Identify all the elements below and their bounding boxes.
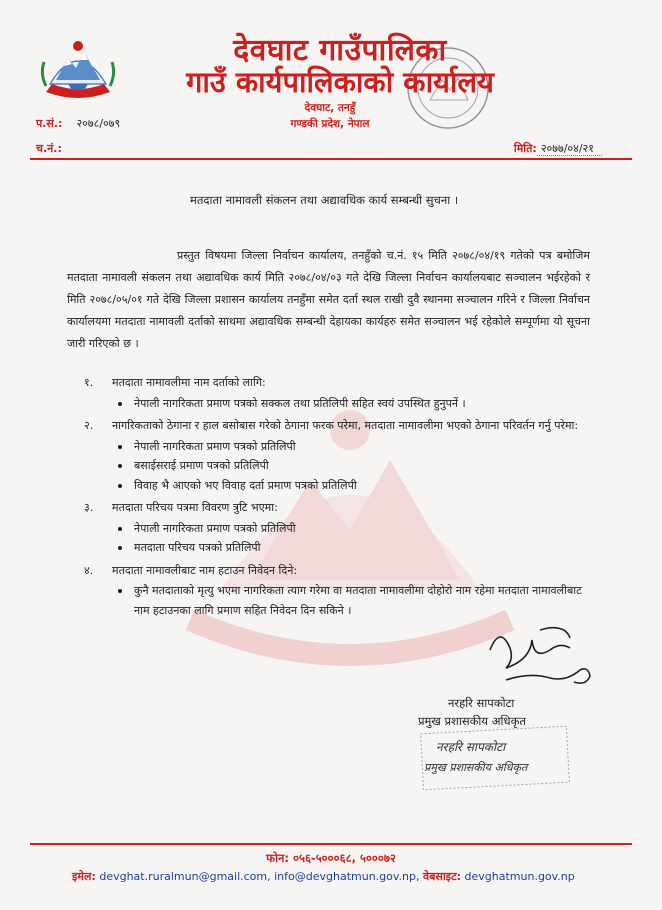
address-line-1: देवघाट, तनहुँ xyxy=(304,102,356,114)
sub-list-item: मतदाता परिचय पत्रको प्रतिलिपी xyxy=(112,538,594,558)
sub-list xyxy=(112,437,594,496)
date-value: २०७७/०४/२१ xyxy=(537,142,602,156)
item-number: १. xyxy=(84,376,94,389)
municipality-title: देवघाट गाउँपालिका xyxy=(233,33,447,68)
footer-phone: फोन: ०५६-५०००६८, ५०००७२ xyxy=(266,851,396,865)
website-label: वेबसाइट: xyxy=(422,870,462,883)
list-item xyxy=(84,416,594,495)
list-item xyxy=(84,561,594,621)
ps-value: २०७८/०७९ xyxy=(76,117,121,130)
item-number: २. xyxy=(84,419,94,432)
handwritten-signature-icon xyxy=(470,620,600,695)
item-number: ४. xyxy=(84,563,94,577)
notice-paragraph: प्रस्तुत विषयमा जिल्ला निर्वाचन कार्यालय, तनहुँको च.नं. १५ मिति २०७८/०४/१९ गतेको पत्र बमोजिम मतदाता नामावली संकलन तथा अद्यावधिक कार्य मिति २०७८/०४/०३ गते देखि जिल्ला निर्वाचन कार्यालयबाट सञ्चालन भईरहेको र मिति २०७८/०५/०१ गते देखि जिल्ला प्रशासन कार्यालय तनहुँमा समेत दर्ता स्थल राखी दुवै स्थानमा सञ्चालन गरिने र जिल्ला निर्वाचन कार्यालयमा मतदाता नामावली दर्ताको साथमा अद्यावधिक सम्बन्धी देहायका कार्यहरु समेत सञ्चालन भई रहेकोले सम्पूर्णमा यो सूचना जारी गरिएको छ । xyxy=(67,249,590,350)
footer-contacts xyxy=(72,869,575,884)
sub-list-item: बसाईसराई प्रमाण पत्रको प्रतिलिपी xyxy=(112,456,594,476)
item-text: मतदाता नामावलीबाट नाम हटाउन निवेदन दिने: xyxy=(112,563,298,577)
stamp-name: नरहरि सापकोटा xyxy=(436,740,506,754)
stamp-designation: प्रमुख प्रशासकीय अधिकृत xyxy=(424,761,528,774)
email-label: इमेल: xyxy=(72,870,96,883)
sub-list-item: नेपाली नागरिकता प्रमाण पत्रको प्रतिलिपी xyxy=(112,437,594,457)
notice-subject: मतदाता नामावली संकलन तथा अद्यावधिक कार्य सम्बन्धी सुचना । xyxy=(190,193,459,207)
list-item xyxy=(84,373,594,413)
requirements-list xyxy=(84,373,594,623)
list-item xyxy=(84,498,594,558)
sub-list-item: विवाह भै आएको भए विवाह दर्ता प्रमाण पत्रको प्रतिलिपी xyxy=(112,476,594,496)
item-text: नागरिकताको ठेगाना र हाल बसोबास गरेको ठेगाना फरक परेमा, मतदाता नामावलीमा भएको ठेगाना परिवर्तन गर्नु परेमा: xyxy=(112,419,579,432)
item-text: मतदाता परिचय पत्रमा विवरण त्रुटि भएमा: xyxy=(112,501,278,514)
sub-list-item: कुनै मतदाताको मृत्यु भएमा नागरिकता त्याग गरेमा वा मतदाता नामावलीमा दोहोरो नाम रहेमा मतदाता नामावलीबाट नाम हटाउनका लागि प्रमाण सहित निवेदन दिन सकिने । xyxy=(112,581,594,620)
office-title: गाउँ कार्यपालिकाको कार्यालय xyxy=(186,65,494,99)
header-divider xyxy=(30,158,632,160)
sub-list-item: नेपाली नागरिकता प्रमाण पत्रको सक्कल तथा प्रतिलिपी सहित स्वयं उपस्थित हुनुपर्ने । xyxy=(112,394,594,414)
sub-list xyxy=(112,394,594,414)
officer-stamp-icon xyxy=(419,724,572,792)
address-line-2: गण्डकी प्रदेश, नेपाल xyxy=(290,118,370,130)
sub-list-item: नेपाली नागरिकता प्रमाण पत्रको प्रतिलिपी xyxy=(112,519,594,539)
footer-divider xyxy=(30,843,632,845)
email-value: devghat.ruralmun@gmail.com, info@devghatmun.gov.np, xyxy=(99,870,420,883)
signatory-name: नरहरि सापकोटा xyxy=(448,696,515,710)
date-label: मिति: xyxy=(513,142,537,155)
sub-list xyxy=(112,519,594,558)
item-number: ३. xyxy=(84,501,94,514)
dispatch-number-label: च.नं.: xyxy=(36,142,62,155)
item-text: मतदाता नामावलीमा नाम दर्ताको लागि: xyxy=(112,376,266,389)
website-value: devghatmun.gov.np xyxy=(464,870,575,883)
ps-label: प.सं.: xyxy=(36,117,63,130)
nepal-emblem-icon xyxy=(38,34,118,100)
signatory-designation: प्रमुख प्रशासकीय अधिकृत xyxy=(418,714,526,728)
letter-ref-number xyxy=(36,116,120,131)
letter-date xyxy=(514,141,602,156)
sub-list xyxy=(112,581,594,620)
